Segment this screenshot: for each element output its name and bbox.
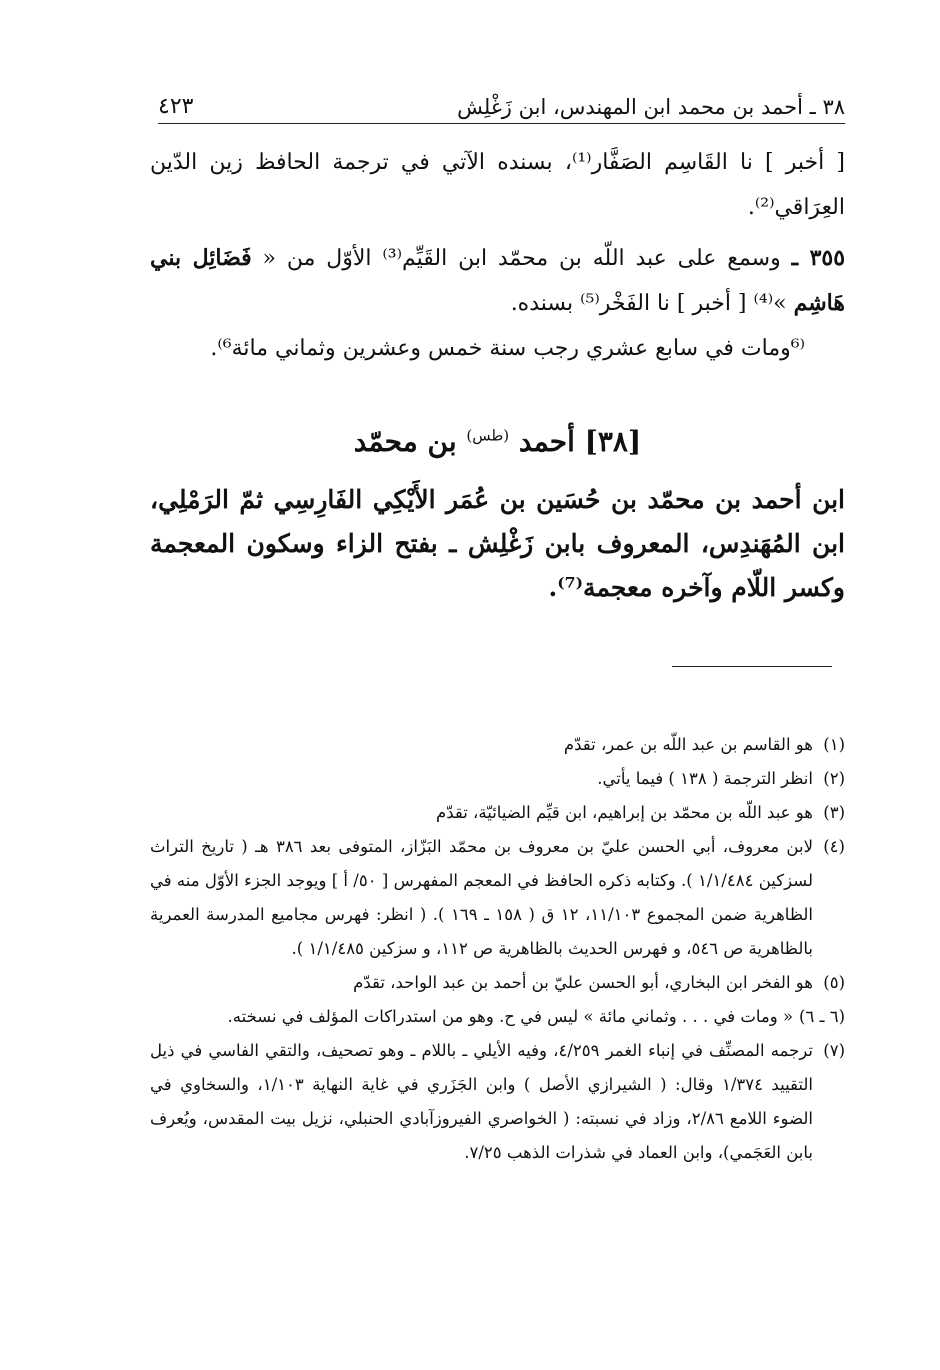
footnote-number: (٢): [823, 769, 845, 788]
book-title: فَضَائِل بني هَاشِم: [150, 245, 845, 316]
footnote-text: هو القاسم بن عبد اللّه بن عمر، تقدّم: [563, 735, 813, 754]
footnote-number: (٥): [823, 973, 845, 992]
paragraph-3: ⁽⁶ومات في سابع عشري رجب سنة خمس وعشرين وثماني مائة⁶⁾.: [210, 336, 805, 361]
footnote: [150, 762, 845, 796]
footnote-text: هو الفخر ابن البخاري، أبو الحسن عليّ بن أحمد بن عبد الواحد، تقدّم: [353, 973, 813, 992]
footnote-divider: [672, 666, 832, 667]
main-text: [150, 140, 845, 371]
footnote-number: (١): [823, 735, 845, 754]
footnote-text: لابن معروف، أبي الحسن عليّ بن معروف بن محمّد البَزّاز، المتوفى بعد ٣٨٦ هـ ( تاريخ التراث لسزكين ١/١/٤٨٤ ). وكتابه ذكره الحافظ في المعجم المفهرس [ ٥٠/ أ ] ويوجد الجزء الأوّل منه في الظاهرية ضمن المجموع ١١/١٠٣، ١٢ ق ( ١٥٨ ـ ١٦٩ ). ( انظر: فهرس مجاميع المدرسة العمرية بالظاهرية ص ٥٤٦، و فهرس الحديث بالظاهرية ص ١١٢، و سزكين ١/١/٤٨٥ ).: [150, 837, 813, 958]
footnote-number: (٤): [823, 837, 845, 856]
footnote-number: (٦ ـ ٦): [799, 1007, 845, 1026]
running-title: ٣٨ ـ أحمد بن محمد ابن المهندس، ابن زَغْلِش: [457, 95, 845, 119]
footnote-number: (٣): [823, 803, 845, 822]
footnote: [150, 728, 845, 762]
footnotes: [150, 728, 845, 1170]
entry-title: [150, 425, 845, 458]
paragraph-355-rest: »⁽⁴⁾ [ أخبر ] نا الفَخْر⁽⁵⁾ بسنده.: [510, 291, 794, 316]
running-header: [158, 84, 845, 124]
footnote-text: انظر الترجمة ( ١٣٨ ) فيما يأتي.: [597, 769, 813, 788]
footnote: [150, 796, 845, 830]
entry-sigla: (طس): [466, 426, 510, 445]
footnote: [150, 830, 845, 966]
paragraph-355: [150, 236, 845, 326]
page-number: ٤٢٣: [158, 94, 194, 119]
footnote-text: هو عبد اللّه بن محمّد بن إبراهيم، ابن قيِّم الضيائيّة، تقدّم: [436, 803, 813, 822]
entry-title-post: بن محمّد: [353, 425, 457, 458]
paragraph-355-text: وسمع على عبد اللّه بن محمّد ابن القَيِّم⁽³⁾ الأوّل من «: [251, 246, 792, 271]
entry-title-pre: [٣٨] أحمد: [518, 425, 642, 458]
footnote: [150, 966, 845, 1000]
footnote-text: ترجمه المصنِّف في إنباء الغمر ٤/٢٥٩، وفيه الأيلي ـ باللام ـ وهو تصحيف، والتقي الفاسي في ذيل التقييد ١/٣٧٤ وقال: ( الشيرازي الأصل ) وابن الجَزَري في غاية النهاية ١/١٠٣، والسخاوي في الضوء اللامع ٢/٨٦، وزاد في نسبته: ( الخواصري الفيروزآبادي الحنبلي، نزيل بيت المقدس، ويُعرف بابن العَجَمي)، وابن العماد في شذرات الذهب ٧/٢٥.: [150, 1041, 813, 1162]
footnote-text: « ومات في . . . وثماني مائة » ليس في ح. وهو من استدراكات المؤلف في نسخته.: [227, 1007, 794, 1026]
entry-intro: ابن أحمد بن محمّد بن حُسَين بن عُمَر الأَيْكِي الفَارِسِي ثمّ الرَمْلِي، ابن المُهَندِس، المعروف بابن زَغْلِش ـ بفتح الزاء وسكون المعجمة وكسر اللّام وآخره معجمة⁽⁷⁾.: [150, 485, 845, 602]
footnote: [150, 1000, 845, 1034]
paragraph-1: [ أخبر ] نا القَاسِم الصَفَّار⁽¹⁾، بسنده الآتي في ترجمة الحافظ زين الدّين العِرَاقي⁽²⁾.: [150, 150, 845, 220]
footnote: [150, 1034, 845, 1170]
item-number: ٣٥٥ ـ: [791, 245, 846, 271]
footnote-number: (٧): [823, 1041, 845, 1060]
